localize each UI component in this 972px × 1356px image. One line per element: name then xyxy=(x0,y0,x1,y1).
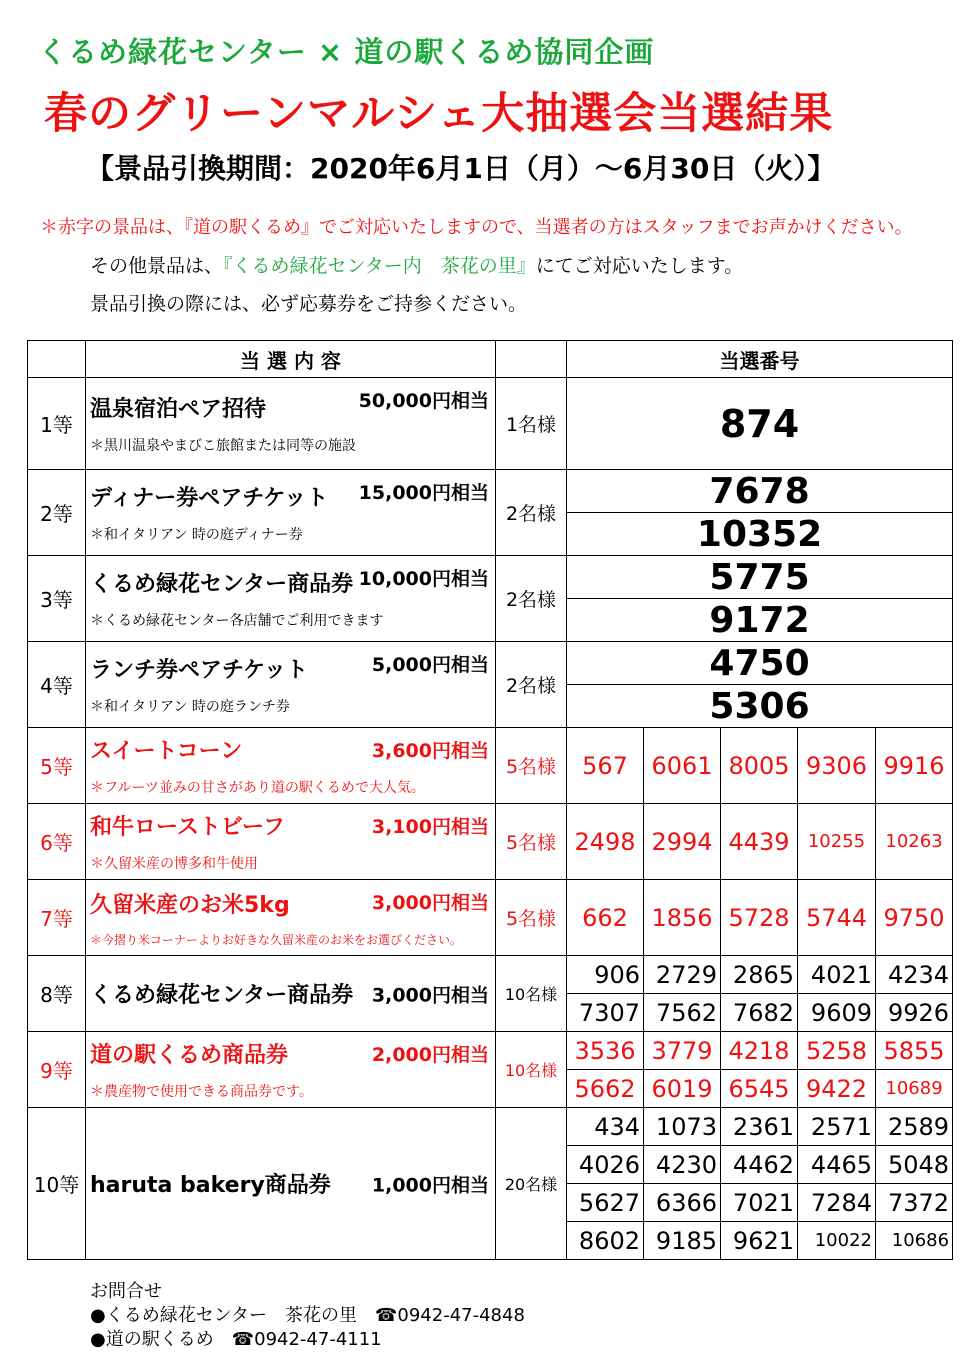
prize-description xyxy=(86,728,496,804)
winning-number: 2571 xyxy=(798,1108,876,1146)
prize-description xyxy=(86,804,496,880)
winning-number: 9185 xyxy=(644,1222,721,1260)
prize-note: ＊和イタリアン 時の庭ランチ券 xyxy=(90,699,290,715)
winning-number: 4750 xyxy=(567,642,953,685)
winning-number: 4465 xyxy=(798,1146,876,1184)
prize-row xyxy=(28,1032,953,1070)
winning-number: 4439 xyxy=(721,804,798,880)
winning-number: 5728 xyxy=(721,880,798,956)
prize-value: 15,000円相当 xyxy=(358,482,489,504)
winning-number: 9172 xyxy=(567,599,953,642)
winning-number: 7284 xyxy=(798,1184,876,1222)
winning-number: 3536 xyxy=(567,1032,644,1070)
prize-value: 5,000円相当 xyxy=(371,654,489,676)
prize-row xyxy=(28,470,953,513)
winning-number: 434 xyxy=(567,1108,644,1146)
winning-number: 5306 xyxy=(567,685,953,728)
prize-row xyxy=(28,556,953,599)
prize-description xyxy=(86,556,496,642)
winning-number: 9926 xyxy=(876,994,953,1032)
prize-rank: 7等 xyxy=(28,880,86,956)
winning-number: 1073 xyxy=(644,1108,721,1146)
header-numbers: 当選番号 xyxy=(567,341,953,378)
winning-number: 5627 xyxy=(567,1184,644,1222)
prize-rank: 3等 xyxy=(28,556,86,642)
winner-count: 5名様 xyxy=(496,880,567,956)
prize-row xyxy=(28,880,953,956)
winning-number: 4234 xyxy=(876,956,953,994)
header-blank-rank xyxy=(28,341,86,378)
prize-rank: 8等 xyxy=(28,956,86,1032)
prize-rank: 4等 xyxy=(28,642,86,728)
winning-number: 4462 xyxy=(721,1146,798,1184)
prize-description xyxy=(86,642,496,728)
prize-row xyxy=(28,956,953,994)
prize-name: ランチ券ペアチケット xyxy=(90,658,309,683)
prize-rank: 1等 xyxy=(28,378,86,470)
contact-info xyxy=(90,1280,525,1352)
note-red-prizes: ＊赤字の景品は、『道の駅くるめ』でご対応いたしますので、当選者の方はスタッフまでお声かけください。 xyxy=(40,217,913,238)
winner-count: 2名様 xyxy=(496,470,567,556)
winning-number: 4230 xyxy=(644,1146,721,1184)
note-other-suffix: にてご対応いたします。 xyxy=(535,255,744,277)
winning-number: 6061 xyxy=(644,728,721,804)
winning-number: 7678 xyxy=(567,470,953,513)
winning-number: 5048 xyxy=(876,1146,953,1184)
prize-note: ＊今摺り米コーナーよりお好きな久留米産のお米をお選びください。 xyxy=(90,932,463,947)
winning-number: 8602 xyxy=(567,1222,644,1260)
winning-number: 8005 xyxy=(721,728,798,804)
winning-number: 6545 xyxy=(721,1070,798,1108)
prize-name: 和牛ローストビーフ xyxy=(90,815,285,840)
header-blank-count xyxy=(496,341,567,378)
prize-value: 2,000円相当 xyxy=(371,1044,489,1066)
prize-description xyxy=(86,470,496,556)
note-bring-ticket: 景品引換の際には、必ず応募券をご持参ください。 xyxy=(90,293,528,315)
prize-row xyxy=(28,1108,953,1146)
prize-note: ＊久留米産の博多和牛使用 xyxy=(90,856,258,872)
winning-number: 10352 xyxy=(567,513,953,556)
prize-row xyxy=(28,642,953,685)
prize-value: 3,100円相当 xyxy=(371,816,489,838)
winning-number: 7562 xyxy=(644,994,721,1032)
winner-count: 1名様 xyxy=(496,378,567,470)
winning-number: 10255 xyxy=(798,804,876,880)
winning-number: 874 xyxy=(567,378,953,470)
note-other-location: 『くるめ緑花センター内 茶花の里』 xyxy=(223,255,536,277)
winning-number: 10686 xyxy=(876,1222,953,1260)
winner-count: 10名様 xyxy=(496,1032,567,1108)
winning-number: 5258 xyxy=(798,1032,876,1070)
winning-number: 9750 xyxy=(876,880,953,956)
winning-number: 7372 xyxy=(876,1184,953,1222)
winning-number: 6366 xyxy=(644,1184,721,1222)
prize-value: 3,000円相当 xyxy=(371,892,489,914)
winning-number: 7682 xyxy=(721,994,798,1032)
winning-number: 4218 xyxy=(721,1032,798,1070)
winning-number: 2865 xyxy=(721,956,798,994)
prize-rank: 9等 xyxy=(28,1032,86,1108)
winning-number: 4026 xyxy=(567,1146,644,1184)
winner-count: 10名様 xyxy=(496,956,567,1032)
winning-number: 9916 xyxy=(876,728,953,804)
winning-number: 2498 xyxy=(567,804,644,880)
contact-label: お問合せ xyxy=(90,1281,162,1302)
page-title: 春のグリーンマルシェ大抽選会当選結果 xyxy=(44,89,834,139)
winning-number: 10263 xyxy=(876,804,953,880)
prize-name: 道の駅くるめ商品券 xyxy=(90,1043,289,1068)
prize-value: 3,600円相当 xyxy=(371,740,489,762)
winning-number: 9422 xyxy=(798,1070,876,1108)
header-content: 当 選 内 容 xyxy=(86,341,496,378)
prize-name: 温泉宿泊ペア招待 xyxy=(90,397,267,422)
winning-number: 9621 xyxy=(721,1222,798,1260)
winning-number: 7021 xyxy=(721,1184,798,1222)
winning-number: 5855 xyxy=(876,1032,953,1070)
winning-number: 662 xyxy=(567,880,644,956)
winning-number: 2994 xyxy=(644,804,721,880)
winning-number: 2361 xyxy=(721,1108,798,1146)
prize-table xyxy=(27,340,953,1260)
winning-number: 5744 xyxy=(798,880,876,956)
prize-value: 1,000円相当 xyxy=(371,1174,489,1196)
winner-count: 2名様 xyxy=(496,642,567,728)
header-line-1: くるめ緑花センター × 道の駅くるめ協同企画 xyxy=(38,35,655,69)
prize-name: haruta bakery商品券 xyxy=(90,1173,331,1198)
winning-number: 9306 xyxy=(798,728,876,804)
winning-number: 5662 xyxy=(567,1070,644,1108)
prize-rank: 10等 xyxy=(28,1108,86,1260)
winning-number: 567 xyxy=(567,728,644,804)
contact-line-1: ●くるめ緑花センター 茶花の里 ☎0942-47-4848 xyxy=(90,1305,525,1326)
exchange-period: 【景品引換期間：2020年6月1日（月）～6月30日（火）】 xyxy=(86,152,836,185)
winning-number: 7307 xyxy=(567,994,644,1032)
prize-note: ＊農産物で使用できる商品券です。 xyxy=(90,1084,313,1100)
prize-description xyxy=(86,378,496,470)
prize-row xyxy=(28,728,953,804)
note-other-prizes xyxy=(90,251,743,278)
table-header-row xyxy=(28,341,953,378)
prize-name: くるめ緑花センター商品券 xyxy=(90,572,354,597)
prize-note: ＊和イタリアン 時の庭ディナー券 xyxy=(90,527,303,543)
winner-count: 5名様 xyxy=(496,728,567,804)
winning-number: 10689 xyxy=(876,1070,953,1108)
prize-row xyxy=(28,378,953,470)
winning-number: 5775 xyxy=(567,556,953,599)
prize-row xyxy=(28,804,953,880)
prize-name: くるめ緑花センター商品券 xyxy=(90,983,354,1008)
winning-number: 906 xyxy=(567,956,644,994)
prize-value: 3,000円相当 xyxy=(371,984,489,1006)
winning-number: 9609 xyxy=(798,994,876,1032)
prize-rank: 2等 xyxy=(28,470,86,556)
winning-number: 2589 xyxy=(876,1108,953,1146)
prize-rank: 6等 xyxy=(28,804,86,880)
winning-number: 4021 xyxy=(798,956,876,994)
note-other-prefix: その他景品は、 xyxy=(90,255,224,277)
prize-note: ＊黒川温泉やまびこ旅館または同等の施設 xyxy=(90,438,356,454)
prize-description xyxy=(86,1108,496,1260)
prize-rank: 5等 xyxy=(28,728,86,804)
prize-description xyxy=(86,956,496,1032)
winner-count: 2名様 xyxy=(496,556,567,642)
prize-note: ＊フルーツ並みの甘さがあり道の駅くるめで大人気。 xyxy=(90,780,425,796)
prize-description xyxy=(86,1032,496,1108)
prize-name: ディナー券ペアチケット xyxy=(90,486,329,511)
winning-number: 2729 xyxy=(644,956,721,994)
contact-line-2: ●道の駅くるめ ☎0942-47-4111 xyxy=(90,1329,382,1350)
prize-name: 久留米産のお米5kg xyxy=(90,892,290,918)
winning-number: 10022 xyxy=(798,1222,876,1260)
winner-count: 20名様 xyxy=(496,1108,567,1260)
prize-description xyxy=(86,880,496,956)
prize-value: 10,000円相当 xyxy=(358,568,489,590)
winning-number: 1856 xyxy=(644,880,721,956)
winner-count: 5名様 xyxy=(496,804,567,880)
prize-name: スイートコーン xyxy=(90,739,243,764)
prize-note: ＊くるめ緑花センター各店舗でご利用できます xyxy=(90,613,384,629)
winning-number: 6019 xyxy=(644,1070,721,1108)
winning-number: 3779 xyxy=(644,1032,721,1070)
prize-value: 50,000円相当 xyxy=(358,390,489,412)
